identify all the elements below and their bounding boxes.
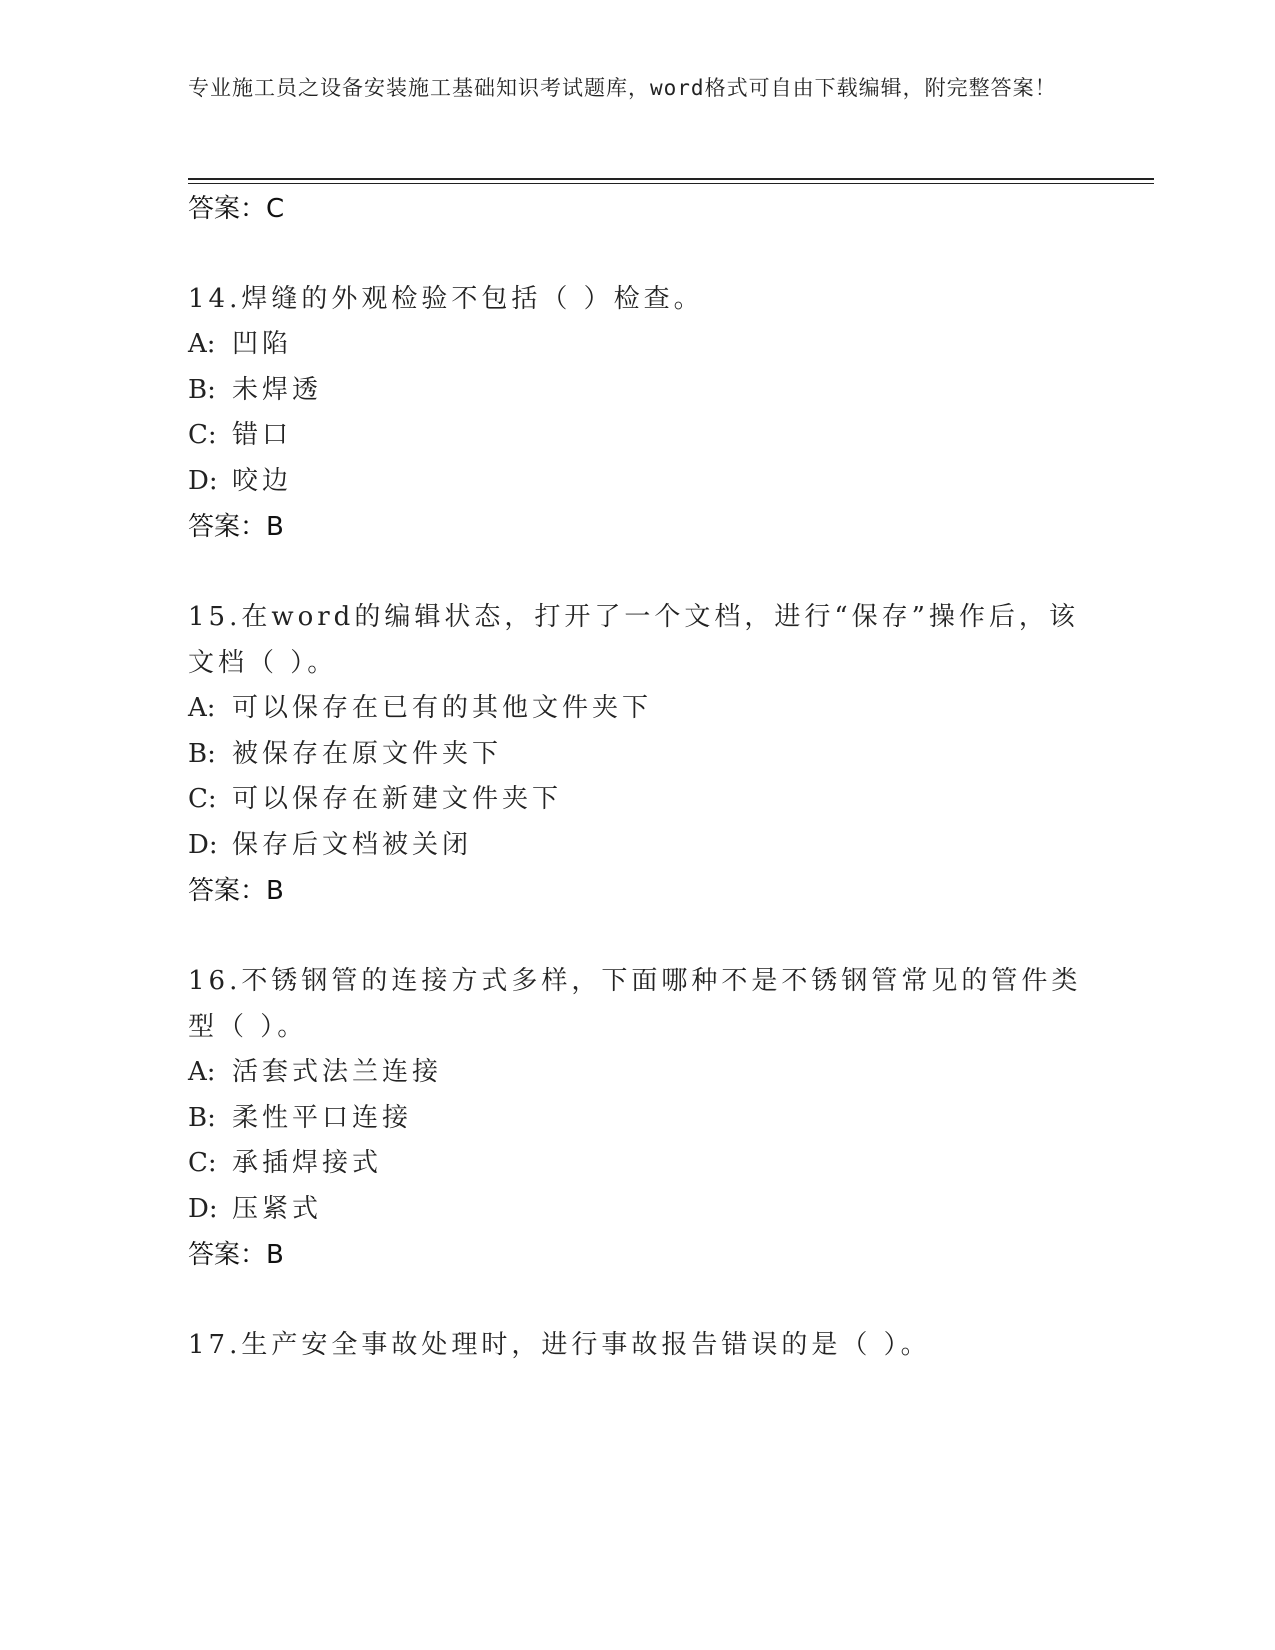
option-b [188, 1096, 1088, 1142]
option-key: D: [188, 465, 218, 496]
option-text: 压紧式 [232, 1193, 323, 1224]
option-key: A: [188, 693, 216, 723]
question-16 [188, 958, 1088, 1278]
question-list [188, 186, 1088, 1368]
answer-line: 答案：C [188, 194, 285, 224]
option-key: B: [188, 738, 216, 769]
header-rule-thick [188, 178, 1154, 180]
option-text: 活套式法兰连接 [232, 1057, 443, 1087]
option-text: 被保存在原文件夹下 [232, 738, 503, 769]
option-text: 柔性平口连接 [232, 1102, 413, 1133]
option-key: C: [188, 420, 217, 450]
header-rule-thin [188, 183, 1154, 184]
option-d [188, 459, 1088, 505]
option-text: 咬边 [232, 465, 293, 496]
answer-line: 答案：B [188, 512, 284, 542]
option-key: B: [188, 1102, 216, 1133]
option-key: B: [188, 374, 216, 405]
question-17 [188, 1322, 1088, 1368]
question-15 [188, 594, 1088, 914]
option-text: 承插焊接式 [232, 1148, 383, 1178]
document-header: 专业施工员之设备安装施工基础知识考试题库，word格式可自由下载编辑，附完整答案！ [188, 76, 1057, 100]
question-14 [188, 276, 1088, 550]
option-a [188, 322, 1088, 368]
option-key: D: [188, 1193, 218, 1224]
option-key: D: [188, 829, 218, 860]
option-key: A: [188, 1057, 216, 1087]
option-a [188, 1050, 1088, 1096]
answer-line: 答案：B [188, 1240, 284, 1270]
option-text: 保存后文档被关闭 [232, 829, 473, 860]
option-text: 凹陷 [232, 329, 293, 359]
question-stem: 17.生产安全事故处理时，进行事故报告错误的是（ ）。 [188, 1330, 931, 1360]
option-key: A: [188, 329, 216, 359]
option-key: C: [188, 784, 217, 814]
option-d [188, 1187, 1088, 1233]
question-stem: 15.在word的编辑状态，打开了一个文档，进行“保存”操作后，该文档（ ）。 [188, 602, 1079, 678]
option-text: 可以保存在已有的其他文件夹下 [232, 693, 653, 723]
option-c [188, 1141, 1088, 1187]
option-d [188, 823, 1088, 869]
option-b [188, 368, 1088, 414]
option-a [188, 686, 1088, 732]
option-c [188, 413, 1088, 459]
answer-line: 答案：B [188, 876, 284, 906]
option-b [188, 732, 1088, 778]
question-stem: 14.焊缝的外观检验不包括（ ）检查。 [188, 284, 704, 314]
option-c [188, 777, 1088, 823]
option-key: C: [188, 1148, 217, 1178]
option-text: 错口 [232, 420, 293, 450]
option-text: 可以保存在新建文件夹下 [232, 784, 563, 814]
question-stem: 16.不锈钢管的连接方式多样，下面哪种不是不锈钢管常见的管件类型（ ）。 [188, 966, 1082, 1042]
option-text: 未焊透 [232, 374, 323, 405]
